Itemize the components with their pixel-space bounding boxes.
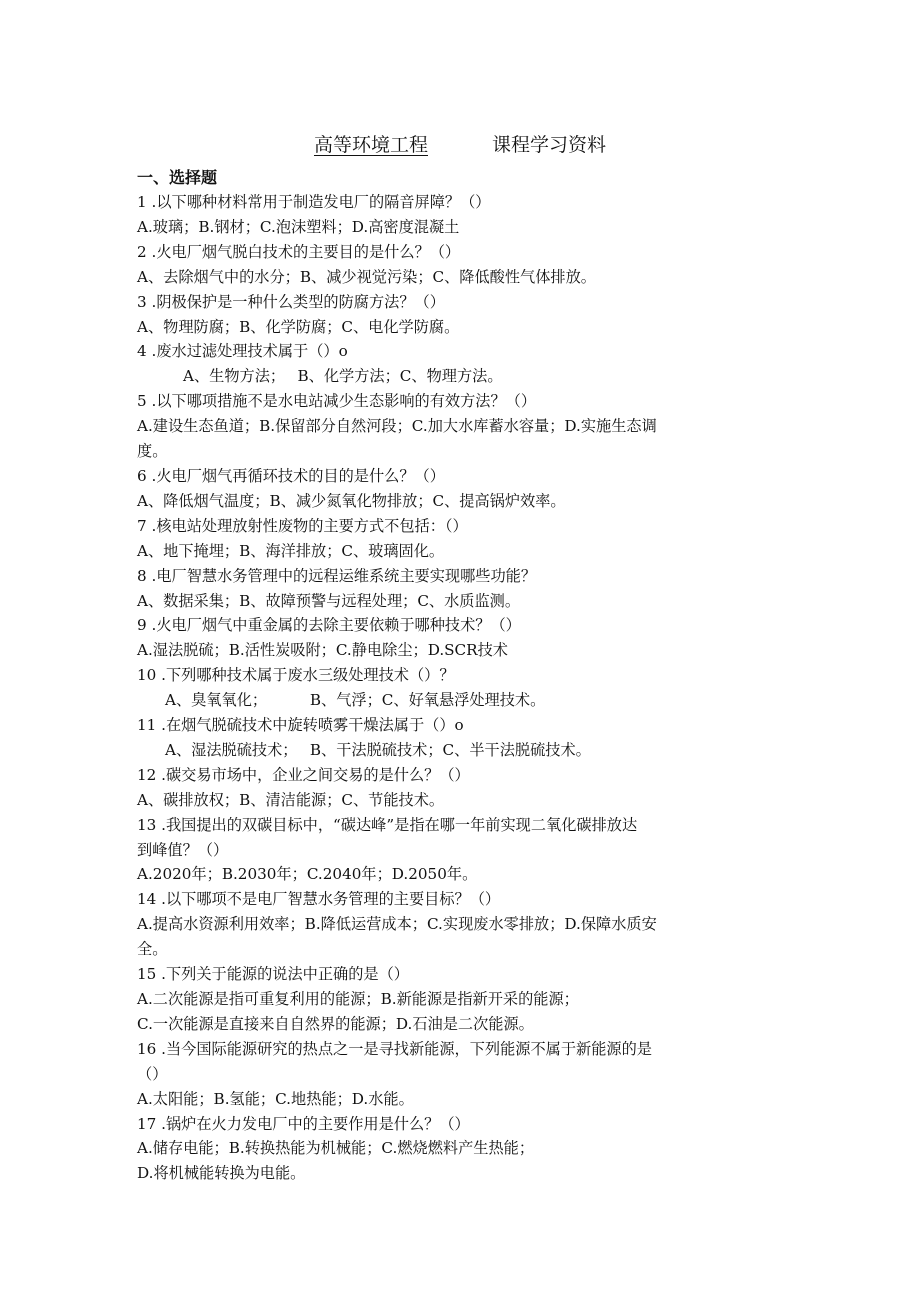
text-line: 17 .锅炉在火力发电厂中的主要作用是什么？（） [137, 1114, 470, 1133]
text-line: 14 .以下哪项不是电厂智慧水务管理的主要目标？（） [137, 890, 501, 909]
text-line: 全。 [137, 940, 168, 959]
text-line: A.太阳能；B.氢能；C.地热能；D.水能。 [137, 1089, 414, 1108]
text-line: C.一次能源是直接来自自然界的能源；D.石油是二次能源。 [137, 1014, 534, 1033]
title-material-label: 课程学习资料 [492, 134, 607, 156]
text-line: 到峰值？（） [137, 840, 229, 859]
text-line: A.二次能源是指可重复利用的能源；B.新能源是指新开采的能源； [137, 990, 579, 1008]
text-line: A.储存电能；B.转换热能为机械能；C.燃烧燃料产生热能； [137, 1139, 535, 1158]
text-line: 7 .核电站处理放射性废物的主要方式不包括：（） [137, 516, 468, 535]
text-line: 5 .以下哪项措施不是水电站减少生态影响的有效方法？（） [137, 392, 537, 411]
text-line: A、碳排放权；B、清洁能源；C、节能技术。 [137, 790, 445, 809]
text-line: A.湿法脱硫；B.活性炭吸附；C.静电除尘；D.SCR技术 [137, 641, 508, 660]
text-line: 4 .废水过滤处理技术属于（）o [137, 342, 348, 361]
text-line: A、去除烟气中的水分；B、减少视觉污染；C、降低酸性气体排放。 [137, 267, 596, 286]
section-heading: 一、选择题 [137, 168, 218, 187]
text-line: A、物理防腐；B、化学防腐；C、电化学防腐。 [137, 317, 460, 336]
text-line: A、降低烟气温度；B、减少氮氧化物排放；C、提高锅炉效率。 [137, 491, 566, 510]
text-line: 15 .下列关于能源的说法中正确的是（） [137, 965, 409, 984]
text-line: A.2020年；B.2030年；C.2040年；D.2050年。 [137, 865, 478, 884]
text-line: 13 .我国提出的双碳目标中，“碳达峰”是指在哪一年前实现二氧化碳排放达 [137, 815, 638, 834]
text-line: A.建设生态鱼道；B.保留部分自然河段；C.加大水库蓄水容量；D.实施生态调 [137, 417, 657, 436]
text-line: A、湿法脱硫技术； B、干法脱硫技术；C、半干法脱硫技术。 [165, 740, 591, 759]
text-line: 10 .下列哪种技术属于废水三级处理技术（）？ [137, 666, 455, 685]
document-body [137, 166, 777, 1186]
text-line: 8 .电厂智慧水务管理中的远程运维系统主要实现哪些功能？ [137, 566, 537, 585]
text-line: 2 .火电厂烟气脱白技术的主要目的是什么？（） [137, 242, 461, 261]
text-line: 3 .阴极保护是一种什么类型的防腐方法？（） [137, 292, 445, 311]
text-line: A、生物方法； B、化学方法；C、物理方法。 [183, 367, 503, 386]
text-line: A.玻璃；B.钢材；C.泡沫塑料；D.高密度混凝土 [137, 217, 460, 236]
text-line: 度。 [137, 442, 168, 461]
question-list [137, 190, 777, 1186]
text-line: A、地下掩埋；B、海洋排放；C、玻璃固化。 [137, 541, 445, 560]
text-line: （） [137, 1064, 168, 1083]
document-title [0, 130, 920, 157]
text-line: 9 .火电厂烟气中重金属的去除主要依赖于哪种技术？（） [137, 616, 521, 635]
title-course-name: 高等环境工程 [313, 134, 428, 156]
text-line: D.将机械能转换为电能。 [137, 1164, 306, 1183]
text-line: A.提高水资源利用效率；B.降低运营成本；C.实现废水零排放；D.保障水质安 [137, 915, 657, 934]
text-line: 12 .碳交易市场中，企业之间交易的是什么？（） [137, 765, 470, 784]
text-line: 11 .在烟气脱硫技术中旋转喷雾干燥法属于（）o [137, 716, 464, 735]
text-line: 6 .火电厂烟气再循环技术的目的是什么？（） [137, 466, 445, 485]
text-line: 1 .以下哪种材料常用于制造发电厂的隔音屏障？（） [137, 193, 491, 211]
text-line: 16 .当今国际能源研究的热点之一是寻找新能源，下列能源不属于新能源的是 [137, 1039, 652, 1058]
text-line: A、臭氧氧化； B、气浮；C、好氧悬浮处理技术。 [165, 691, 546, 710]
text-line: A、数据采集；B、故障预警与远程处理；C、水质监测。 [137, 591, 521, 610]
